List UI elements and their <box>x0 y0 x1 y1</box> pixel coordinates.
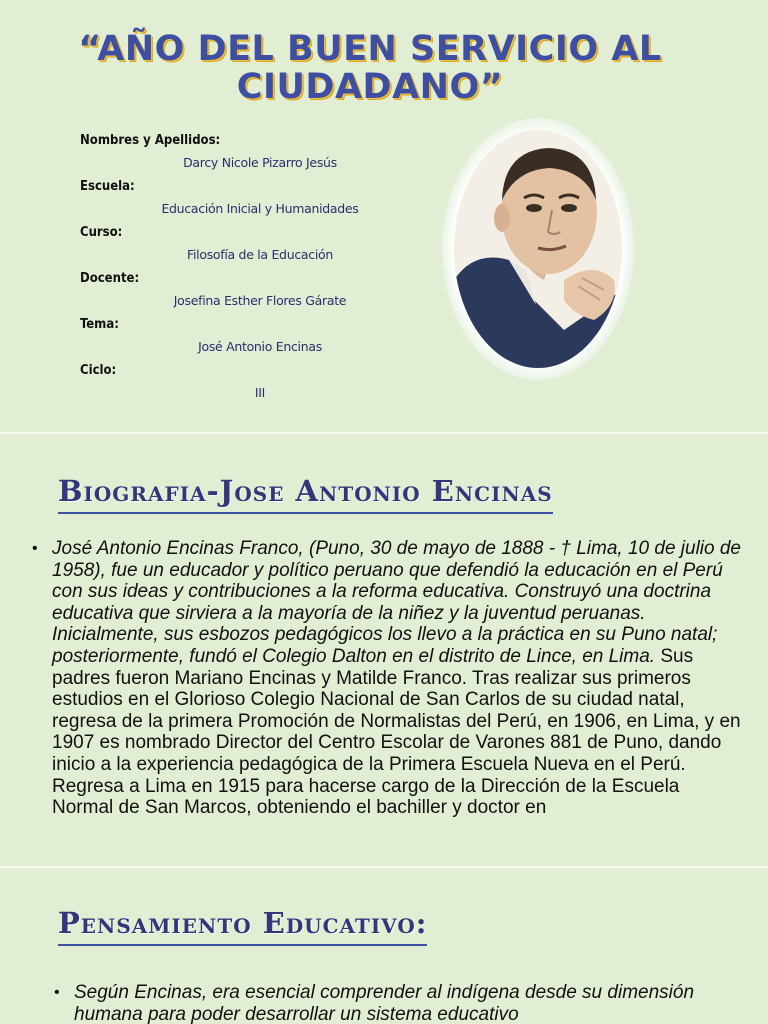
thought-italic-text: Según Encinas, era esencial comprender al indígena desde su dimensión humana para poder desarrollar un sistema educativo <box>74 982 695 1024</box>
field-value-cycle: III <box>254 385 266 400</box>
biography-normal-text: Sus padres fueron Mariano Encinas y Matilde Franco. Tras realizar sus primeros estudios en el Glorioso Colegio Nacional de San Carlos de su ciudad natal, regresa de la primera Promoción de Normalistas del Perú, en 1906, en Lima, y en 1907 es nombrado Director del Centro Escolar de Varones 881 de Puno, dando inicio a la experiencia pedagógica de la Primera Escuela Nueva en el Perú. Regresa a Lima en 1915 para hacerse cargo de la Dirección de la Escuela Normal de San Marcos, obteniendo el bachiller y doctor en <box>52 645 741 819</box>
slide-biography <box>0 434 768 866</box>
biography-title <box>58 474 553 508</box>
biography-paragraph <box>32 538 742 819</box>
field-label-teacher: Docente: <box>80 271 140 286</box>
biography-italic-text: José Antonio Encinas Franco, (Puno, 30 de mayo de 1888 - † Lima, 10 de julio de 1958), fue un educador y político peruano que defendió la educación en el Perú con sus ideas y contribuciones a la reforma educativa. Construyó una doctrina educativa que sirviera a la mayoría de la niñez y la juventud peruanas. Inicialmente, sus esbozos pedagógicos los llevo a la práctica en su Puno natal; posteriormente, fundó el Colegio Dalton en el distrito de Lince, en Lima. <box>52 538 742 667</box>
field-value-teacher: Josefina Esther Flores Gárate <box>173 293 347 308</box>
student-info <box>80 132 440 408</box>
thought-paragraph <box>54 982 734 1024</box>
field-value-school: Educación Inicial y Humanidades <box>161 201 359 216</box>
field-label-cycle: Ciclo: <box>80 363 117 378</box>
bullet-marker: • <box>32 540 38 557</box>
biography-title-text: Biografia-Jose Antonio Encinas <box>58 474 553 508</box>
title-underline <box>58 512 553 514</box>
thought-title <box>58 906 427 940</box>
thought-title-text: Pensamiento Educativo: <box>58 906 428 940</box>
field-label-school: Escuela: <box>80 179 135 194</box>
field-value-course: Filosofía de la Educación <box>187 247 333 262</box>
field-value-names: Darcy Nicole Pizarro Jesús <box>183 155 337 170</box>
portrait-photo <box>454 130 622 368</box>
field-label-course: Curso: <box>80 225 123 240</box>
bullet-marker: • <box>54 984 60 1001</box>
field-label-names: Nombres y Apellidos: <box>80 133 221 148</box>
field-label-topic: Tema: <box>80 317 119 332</box>
title-underline <box>58 944 427 946</box>
portrait-illustration <box>454 130 622 368</box>
cover-title: “AÑO DEL BUEN SERVICIO AL CIUDADANO” <box>78 29 662 107</box>
field-value-topic: José Antonio Encinas <box>198 339 322 354</box>
portrait-frame <box>442 118 634 380</box>
slide-educational-thought <box>0 868 768 1024</box>
slide-cover <box>0 0 768 432</box>
